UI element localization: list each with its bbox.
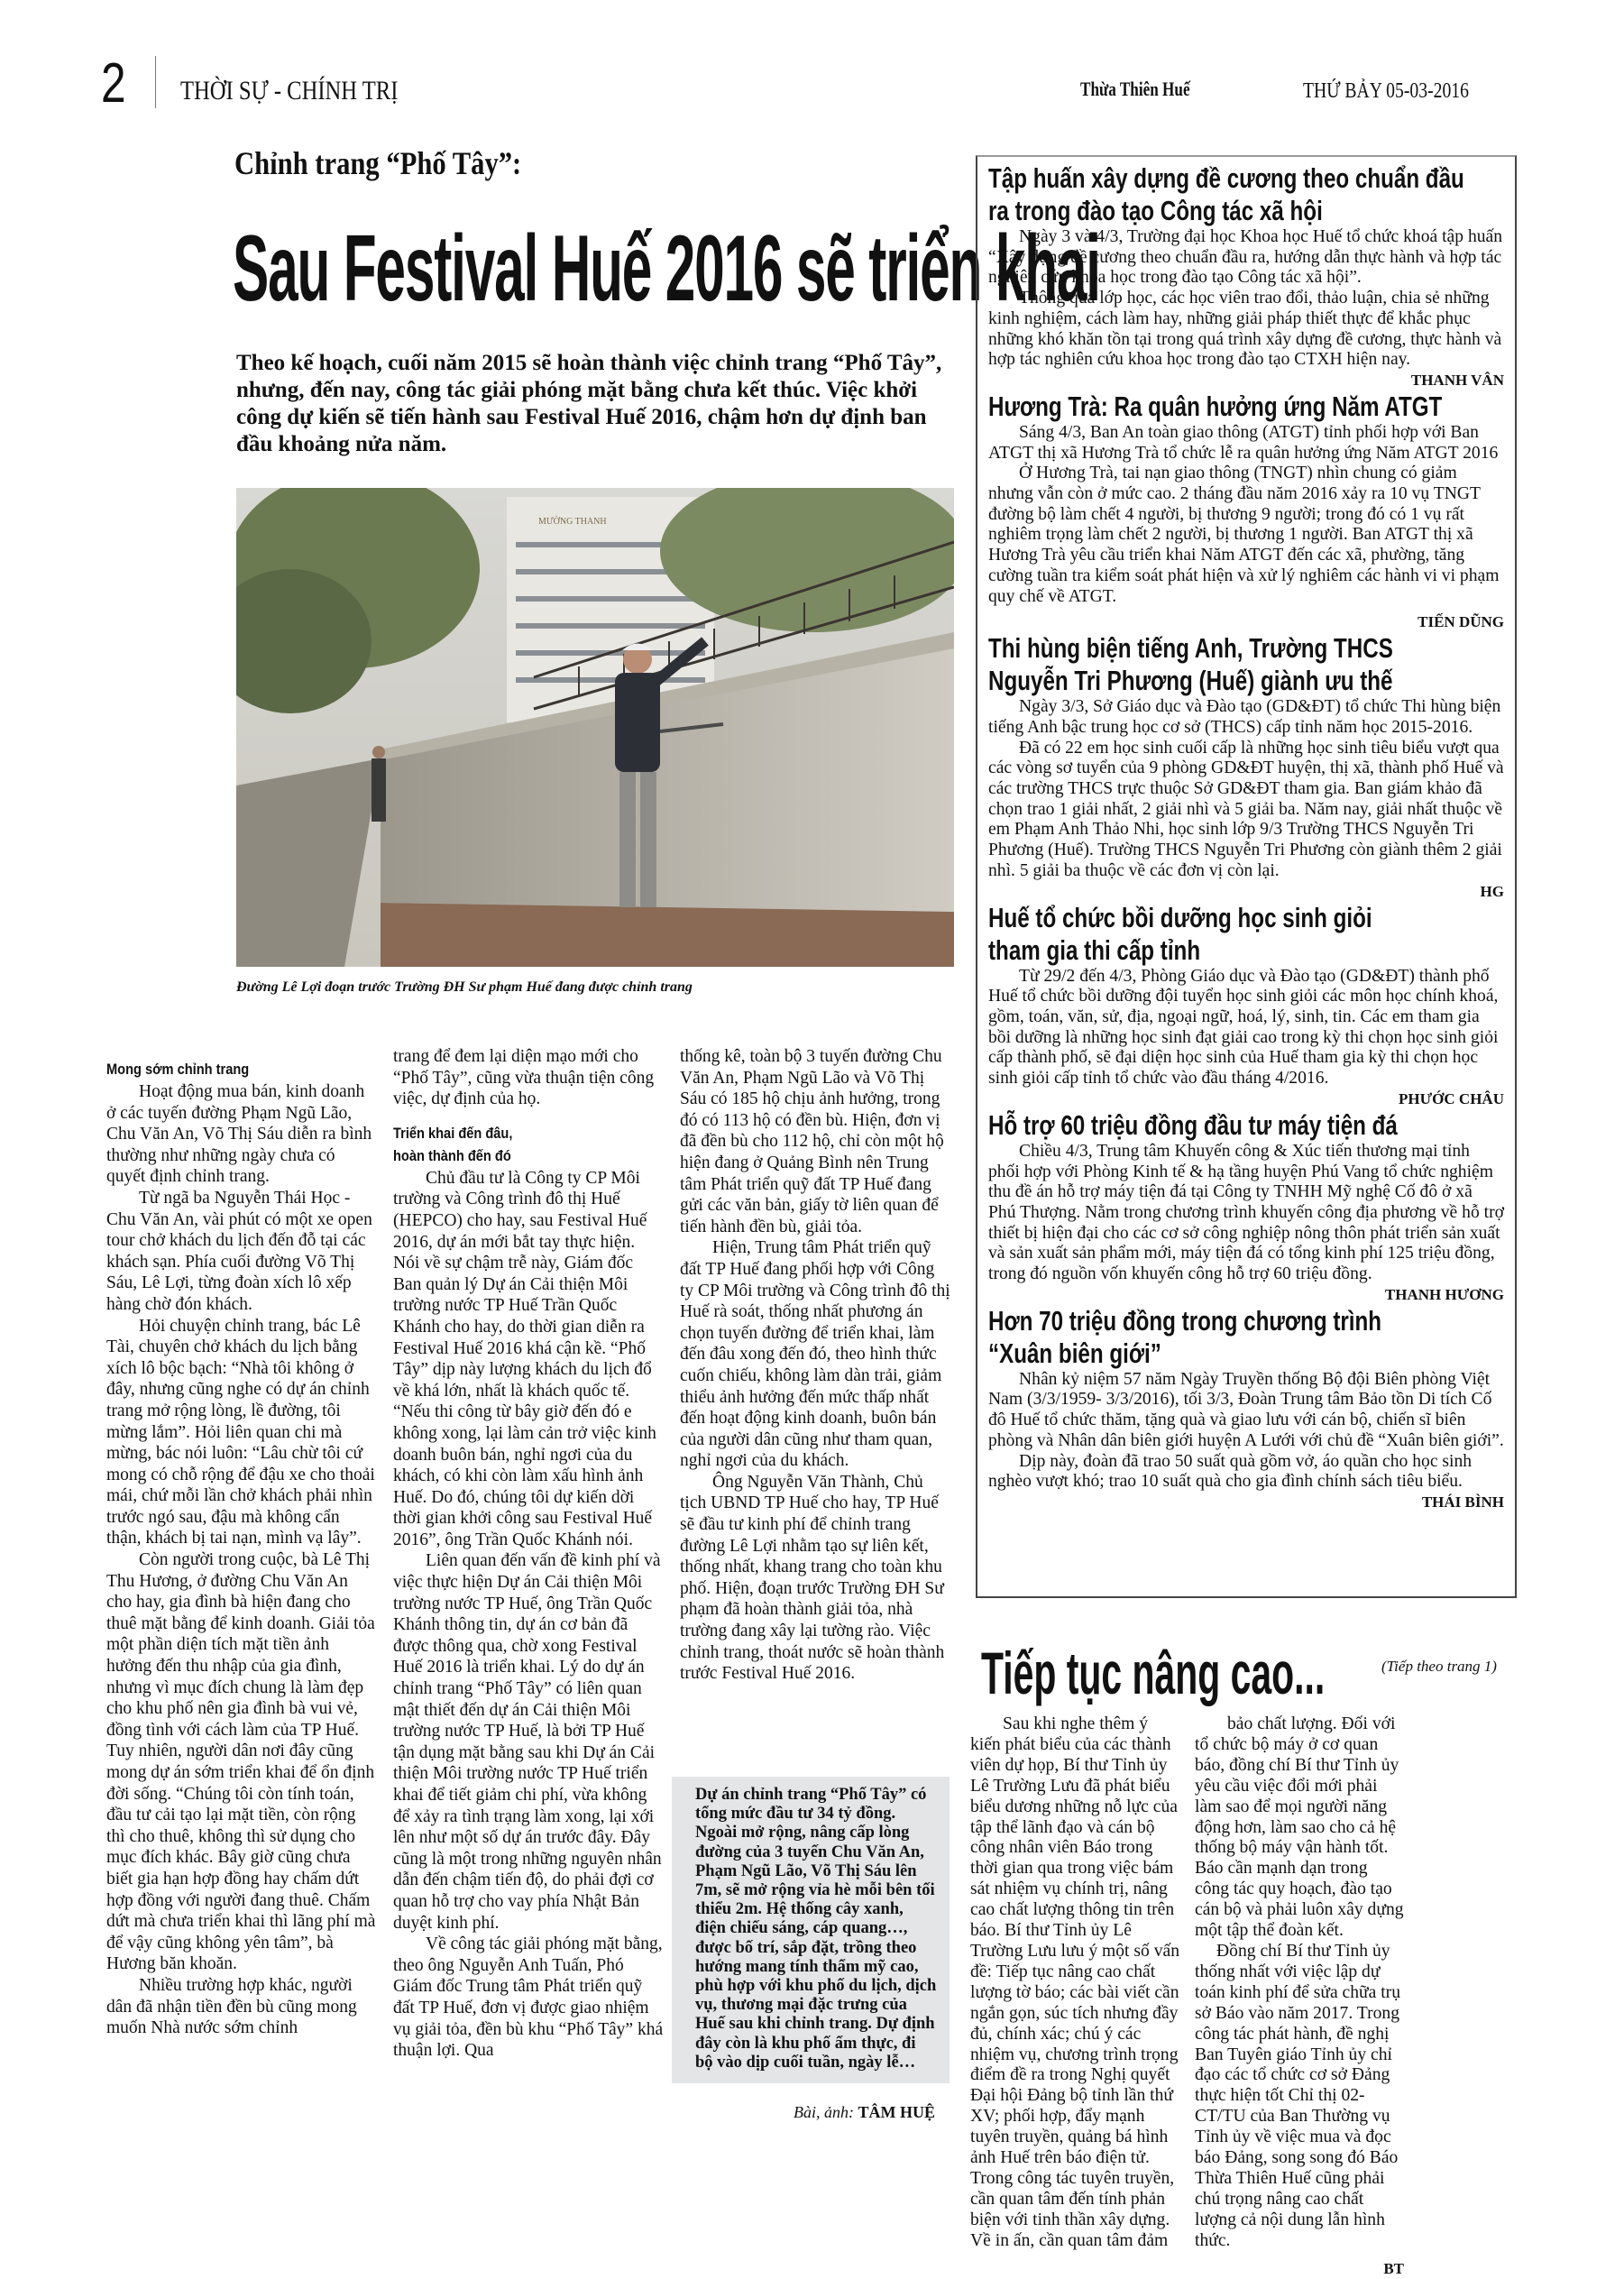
newspaper-name: Thừa Thiên Huế [1080, 78, 1190, 100]
news-item [988, 902, 1504, 1109]
byline-author: TÂM HUỆ [858, 2103, 935, 2121]
news-brief-list [988, 162, 1504, 1512]
paragraph: Chủ đầu tư là Công ty CP Môi trường và Công trình đô thị Huế (HEPCO) cho hay, sau Festival Huế 2016, dự án mới bắt tay thực hiện. Nói về sự chậm trễ này, Giám đốc Ban quản lý Dự án Cải thiện Môi trường nước TP Huế Trần Quốc Khánh cho hay, do thời gian diễn ra Festival Huế 2016 khá cận kề. “Phố Tây” dịp này lượng khách du lịch đổ về khá lớn, nhất là khách quốc tế. “Nếu thi công từ bây giờ đến đó e không xong, lại làm cản trở việc kinh doanh buôn bán, nghỉ ngơi của du khách, có khi còn làm xấu hình ảnh Huế. Do đó, chúng tôi dự kiến dời thời gian khởi công sau Festival Huế 2016”, ông Trần Quốc Khánh nói. [393, 1168, 656, 1549]
subhead-trien-khai-1: Triển khai đến đâu, [393, 1124, 513, 1142]
news-title: Thi hùng biện tiếng Anh, Trường THCS [988, 632, 1393, 665]
news-title: Tập huấn xây dựng đề cương theo chuẩn đầu [988, 162, 1464, 194]
news-title: Nguyễn Tri Phương (Huế) giành ưu thế [988, 665, 1393, 697]
paragraph: Còn người trong cuộc, bà Lê Thị Thu Hương, ở đường Chu Văn An cho hay, gia đình bà hiện đang cho thuê mặt bằng để kinh doanh. Giải tỏa một phần diện tích mặt tiền ảnh hưởng đến thu nhập của gia đình, nhưng vì mục đích chung là làm đẹp cho khu phố nên gia đình bà vui vẻ, đồng tình với cách làm của TP Huế. Tuy nhiên, người dân nơi đây cũng mong dự án sớm triển khai để ổn định đời sống. “Chúng tôi còn tính toán, đầu tư cải tạo lại mặt tiền, còn rộng thì cho thuê, không thì sử dụng cho mục đích khác. Bây giờ cũng chưa biết gia hạn hợp đồng hay chấm dứt hợp đồng với người đang thuê. Chấm dứt mà chưa triển khai thì lãng phí mà để vậy cũng không yên tâm”, bà Hương băn khoăn. [106, 1550, 376, 1974]
hotel-sign: MƯỜNG THANH [538, 517, 607, 527]
issue-date: THỨ BẢY 05-03-2016 [1303, 79, 1470, 103]
page-number: 2 [101, 52, 126, 115]
continuation-author: BT [1383, 2259, 1404, 2277]
paragraph: bảo chất lượng. Đối với tổ chức bộ máy ở cơ quan báo, đồng chí Bí thư Tỉnh ủy yêu cầu việc đổi mới phải làm sao để mọi người năng động hơn, làm sao cho cả hệ thống bộ máy vận hành tốt. Báo cần mạnh dạn trong công tác quy hoạch, đào tạo cán bộ và phải luôn xây dựng một tập thể đoàn kết. [1195, 1714, 1404, 1941]
news-item [988, 1305, 1504, 1512]
news-paragraph: Ngày 3/3, Sở Giáo dục và Đào tạo (GD&ĐT) tổ chức Thi hùng biện tiếng Anh bậc trung học cơ sở (THCS) cấp tỉnh năm học 2015-2016. [988, 697, 1501, 737]
paragraph: Từ ngã ba Nguyễn Thái Học - Chu Văn An, vài phút có một xe open tour chở khách du lịch đến đỗ tại các khách sạn. Phía cuối đường Võ Thị Sáu, Lê Lợi, từng đoàn xích lô xếp hàng chờ đón khách. [106, 1188, 372, 1314]
article-lede: Theo kế hoạch, cuối năm 2015 sẽ hoàn thành việc chỉnh trang “Phố Tây”, nhưng, đến nay, công tác giải phóng mặt bằng chưa kết thúc. Việc khởi công dự kiến sẽ tiến hành sau Festival Huế 2016, chậm hơn dự định ban đầu khoảng nửa năm. [236, 351, 942, 456]
news-author: HG [1480, 882, 1504, 900]
paragraph: Hiện, Trung tâm Phát triển quỹ đất TP Huế đang phối hợp với Công ty CP Môi trường và Công trình đô thị Huế rà soát, thống nhất phương án chọn tuyến đường để triển khai, làm đến đâu xong đến đó, theo hình thức cuốn chiếu, không làm dàn trải, giảm thiểu ảnh hưởng đến mức thấp nhất đến hoạt động kinh doanh, buôn bán của người dân cũng như tham quan, nghỉ ngơi của du khách. [680, 1238, 950, 1471]
paragraph: thống kê, toàn bộ 3 tuyến đường Chu Văn An, Phạm Ngũ Lão và Võ Thị Sáu có 185 hộ chịu ảnh hưởng, trong đó có 113 hộ có đền bù. Hiện, đơn vị đã đền bù cho 112 hộ, chỉ còn một hộ hiện đang ở Quảng Bình nên Trung tâm Phát triển quỹ đất TP Huế đang gửi các văn bản, giấy tờ liên quan để tiến hành đền bù, giải tỏa. [680, 1047, 944, 1236]
news-paragraph: Dịp này, đoàn đã trao 50 suất quà gồm vở, áo quần cho học sinh nghèo vượt khó; trao 10 suất quà cho gia đình chính sách tiêu biểu. [988, 1451, 1473, 1492]
photo-caption: Đường Lê Lợi đoạn trước Trường ĐH Sư phạm Huế đang được chỉnh trang [236, 979, 693, 995]
news-paragraph: Chiều 4/3, Trung tâm Khuyến công & Xúc tiến thương mại tỉnh phối hợp với Phòng Kinh tế & hạ tầng huyện Phú Vang tổ chức nghiệm thu đề án hỗ trợ máy tiện đá tại Công ty TNHH Mỹ nghệ Cố đô ở xã Phú Thượng. Nằm trong chương trình khuyến công địa phương về hỗ trợ thiết bị hiện đại cho các cơ sở công nghiệp nông thôn phát triển sản xuất và sản xuất sản phẩm mới, máy tiện đá có tổng kinh phí 125 triệu đồng, trong đó nguồn vốn khuyến công hỗ trợ 60 triệu đồng. [988, 1141, 1504, 1284]
article-photo [236, 488, 954, 967]
continuation-column-2 [1195, 1714, 1404, 2279]
news-item [988, 1109, 1504, 1305]
paragraph: Đồng chí Bí thư Tỉnh ủy thống nhất với việc lập dự toán kinh phí để sửa chữa trụ sở Báo vào năm 2017. Trong công tác phát hành, đề nghị Ban Tuyên giáo Tỉnh ủy chỉ đạo các tổ chức cơ sở Đảng thực hiện tốt Chỉ thị 02-CT/TU của Ban Thường vụ Tỉnh ủy về việc mua và đọc báo Đảng, song song đó Báo Thừa Thiên Huế cũng phải chú trọng nâng cao chất lượng cả nội dung lẫn hình thức. [1195, 1941, 1401, 2250]
article-column-3 [680, 1046, 950, 1685]
street-wall-painting-photo [236, 488, 954, 967]
news-title: Hơn 70 triệu đồng trong chương trình [988, 1304, 1382, 1337]
byline-label: Bài, ảnh: [794, 2103, 854, 2121]
news-item [988, 632, 1504, 901]
news-item [988, 162, 1504, 391]
header-divider [155, 56, 156, 108]
news-paragraph: Thông qua lớp học, các học viên trao đổi, thảo luận, chia sẻ những kinh nghiệm, cách làm hay, những giải pháp thiết thực để khắc phục những khó khăn tồn tại trong quá trình xây dựng đề cương, thực hành và hợp tác nghiên cứu khoa học trong đào tạo CTXH hiện nay. [988, 289, 1502, 370]
paragraph: trang để đem lại diện mạo mới cho “Phố Tây”, cũng vừa thuận tiện công việc, dự định của họ. [393, 1047, 655, 1109]
paragraph: Ông Nguyễn Văn Thành, Chủ tịch UBND TP Huế cho hay, TP Huế sẽ đầu tư kinh phí để chỉnh trang đường Lê Lợi nhằm tạo sự liên kết, thống nhất, khang trang cho toàn khu phố. Hiện, đoạn trước Trường ĐH Sư phạm đã hoàn thành giải tỏa, nhà trường đang xây lại tường rào. Việc chỉnh trang, thoát nước sẽ hoàn thành trước Festival Huế 2016. [680, 1472, 945, 1684]
paragraph: Hỏi chuyện chỉnh trang, bác Lê Tài, chuyên chở khách du lịch bằng xích lô bộc bạch: “Nhà tôi không ở đây, nhưng cũng nghe có dự án chỉnh trang mở rộng lòng, lề đường, tôi mừng lắm”. Hỏi liên quan chi mà mừng, bác nói luôn: “Lâu chừ tôi cứ mong có chỗ rộng để đậu xe cho thoải mái, chứ mỗi lần chở khách phải nhìn trước ngó sau, đậu mà không cẩn thận, khách bị tai nạn, mình vạ lây”. [106, 1316, 375, 1548]
news-paragraph: Đã có 22 em học sinh cuối cấp là những học sinh tiêu biểu vượt qua các vòng sơ tuyển của 9 phòng GD&ĐT huyện, thị xã, thành phố Huế và các trường THCS trực thuộc Sở GD&ĐT tham gia. Ban giám khảo đã chọn trao 1 giải nhất, 2 giải nhì và 5 giải ba. Năm nay, giải nhất thuộc về em Phạm Anh Thảo Nhi, học sinh lớp 9/3 Trường THCS Nguyễn Tri Phương (Huế). Trường THCS Nguyễn Tri Phương còn giành thêm 2 giải nhì. 5 giải ba thuộc về các đơn vị còn lại. [988, 738, 1504, 880]
news-paragraph: Từ 29/2 đến 4/3, Phòng Giáo dục và Đào tạo (GD&ĐT) thành phố Huế tổ chức bồi dưỡng đội tuyển học sinh giỏi các môn học chính khoá, gồm, toán, văn, sử, địa, ngoại ngữ, hoá, lý, sinh, tin. Các em tham gia bồi dưỡng là những học sinh đạt giải cao trong kỳ thi chọn học sinh giỏi cấp thành phố, sẽ đại diện học sinh của Huế tham gia kỳ thi chọn học sinh giỏi cấp tỉnh tổ chức vào đầu tháng 4/2016. [988, 966, 1499, 1089]
paragraph: Về công tác giải phóng mặt bằng, theo ông Nguyễn Anh Tuấn, Phó Giám đốc Trung tâm Phát triển quỹ đất TP Huế, đơn vị được giao nhiệm vụ giải tỏa, đền bù khu “Phố Tây” khá thuận lợi. Qua [393, 1934, 664, 2061]
news-paragraph: Nhân kỷ niệm 57 năm Ngày Truyền thống Bộ đội Biên phòng Việt Nam (3/3/1959- 3/3/2016), tối 3/3, Đoàn Trung tâm Bảo tồn Di tích Cố đô Huế tổ chức thăm, tặng quà và giao lưu với cán bộ, chiến sĩ biên phòng và Nhân dân biên giới huyện A Lưới với chủ đề “Xuân biên giới”. [988, 1369, 1504, 1450]
news-paragraph: Ở Hương Trà, tai nạn giao thông (TNGT) nhìn chung có giảm nhưng vẫn còn ở mức cao. 2 tháng đầu năm 2016 xảy ra 10 vụ TNGT đường bộ làm chết 4 người, bị thương 9 người; trong đó có 1 vụ rất nghiêm trọng làm chết 2 người, bị thương 1 người. Ban ATGT thị xã Hương Trà yêu cầu triển khai Năm ATGT đến các xã, phường, tăng cường tuần tra kiểm soát phát hiện và xử lý nghiêm các hành vi vi phạm quy chế về ATGT. [988, 464, 1500, 606]
paragraph: Nhiều trường hợp khác, người dân đã nhận tiền đền bù cũng mong muốn Nhà nước sớm chỉnh [106, 1975, 357, 2038]
news-author: THANH HƯƠNG [1384, 1285, 1504, 1303]
paragraph: Sau khi nghe thêm ý kiến phát biểu của các thành viên dự họp, Bí thư Tỉnh ủy Lê Trường Lưu đã phát biểu biểu dương những nỗ lực của tập thể lãnh đạo và cán bộ công nhân viên Báo trong thời gian qua trong việc bám sát nhiệm vụ chính trị, nâng cao chất lượng thông tin trên báo. Bí thư Tỉnh ủy Lê Trường Lưu lưu ý một số vấn đề: Tiếp tục nâng cao chất lượng tờ báo; các bài viết cần ngắn gọn, súc tích nhưng đầy đủ, chính xác; chú ý các nhiệm vụ, chương trình trọng điểm đề ra trong Nghị quyết Đại hội Đảng bộ tỉnh lần thứ XV; phối hợp, đẩy mạnh tuyên truyền, quảng bá hình ảnh Huế trên báo điện tử. Trong công tác tuyên truyền, cần quan tâm đến tính phản biện với tinh thần xây dựng. Về in ấn, cần quan tâm đảm [970, 1714, 1180, 2250]
news-paragraph: Sáng 4/3, Ban An toàn giao thông (ATGT) tỉnh phối hợp với Ban ATGT thị xã Hương Trà tổ chức lễ ra quân hưởng ứng Năm ATGT 2016 [988, 422, 1499, 463]
section-title: THỜI SỰ - CHÍNH TRỊ [180, 76, 399, 106]
news-title: Hỗ trợ 60 triệu đồng đầu tư máy tiện đá [988, 1108, 1398, 1141]
news-title: tham gia thi cấp tỉnh [988, 933, 1201, 966]
continuation-column-1 [970, 1714, 1179, 2252]
news-author: PHƯỚC CHÂU [1399, 1089, 1504, 1107]
article-column-2 [393, 1046, 664, 2062]
article-column-1 [106, 1057, 377, 2039]
news-title: Huế tổ chức bồi dưỡng học sinh giỏi [988, 901, 1372, 933]
fact-box: Dự án chỉnh trang “Phố Tây” có tổng mức đầu tư 34 tỷ đồng. Ngoài mở rộng, nâng cấp lòng đường của 3 tuyến Chu Văn An, Phạm Ngũ Lão, Võ Thị Sáu lên 7m, sẽ mở rộng vỉa hè mỗi bên tối thiểu 2m. Hệ thống cây xanh, điện chiếu sáng, cáp quang…, được bố trí, sắp đặt, trồng theo hướng mang tính thẩm mỹ cao, phù hợp với khu phố du lịch, dịch vụ, thương mại đặc trưng của Huế sau khi chỉnh trang. Dự định đây còn là khu phố ẩm thực, đi bộ vào dịp cuối tuần, ngày lễ… [672, 1777, 950, 2083]
continued-from-label: (Tiếp theo trang 1) [1381, 1658, 1497, 1675]
article-headline: Sau Festival Huế 2016 sẽ triển khai [233, 216, 1100, 321]
news-author: THÁI BÌNH [1421, 1493, 1504, 1511]
subhead-mong-som: Mong sớm chỉnh trang [106, 1061, 250, 1078]
news-title: ra trong đào tạo Công tác xã hội [988, 195, 1323, 226]
paragraph: Liên quan đến vấn đề kinh phí và việc thực hiện Dự án Cải thiện Môi trường nước TP Huế, ông Trần Quốc Khánh thông tin, dự án cơ bản đã được thông qua, chờ xong Festival Huế 2016 là triển khai. Lý do dự án chỉnh trang “Phố Tây” có liên quan mật thiết đến dự án Cải thiện Môi trường nước TP Huế, là bởi TP Huế tận dụng mặt bằng sau khi Dự án Cải thiện Môi trường nước TP Huế triển khai để tiết giảm chi phí, vừa không để xảy ra tình trạng làm xong, lại xới lên như một số dự án trước đây. Đây cũng là một trong những nguyên nhân dẫn đến chậm tiến độ, do phải đợi cơ quan hỗ trợ cho vay phía Nhật Bản duyệt kinh phí. [393, 1551, 662, 1933]
paragraph: Hoạt động mua bán, kinh doanh ở các tuyến đường Phạm Ngũ Lão, Chu Văn An, Võ Thị Sáu diễn ra bình thường như những ngày chưa có quyết định chỉnh trang. [106, 1082, 372, 1187]
news-author: TIẾN DŨNG [1418, 613, 1504, 631]
news-author: THANH VÂN [1410, 371, 1504, 389]
continuation-title: Tiếp tục nâng cao... [981, 1640, 1326, 1706]
news-title: Hương Trà: Ra quân hưởng ứng Năm ATGT [988, 390, 1443, 422]
news-paragraph: Ngày 3 và 4/3, Trường đại học Khoa học Huế tổ chức khoá tập huấn “Xây dựng đề cương theo chuẩn đầu ra, hướng dẫn thực hành và hợp tác nghiên cứu khoa học trong đào tạo Công tác xã hội”. [988, 227, 1503, 288]
news-title: “Xuân biên giới” [988, 1337, 1161, 1369]
subhead-trien-khai-2: hoàn thành đến đó [393, 1146, 511, 1164]
byline [794, 2103, 935, 2122]
article-kicker: Chỉnh trang “Phố Tây”: [234, 145, 522, 181]
news-item [988, 391, 1504, 632]
